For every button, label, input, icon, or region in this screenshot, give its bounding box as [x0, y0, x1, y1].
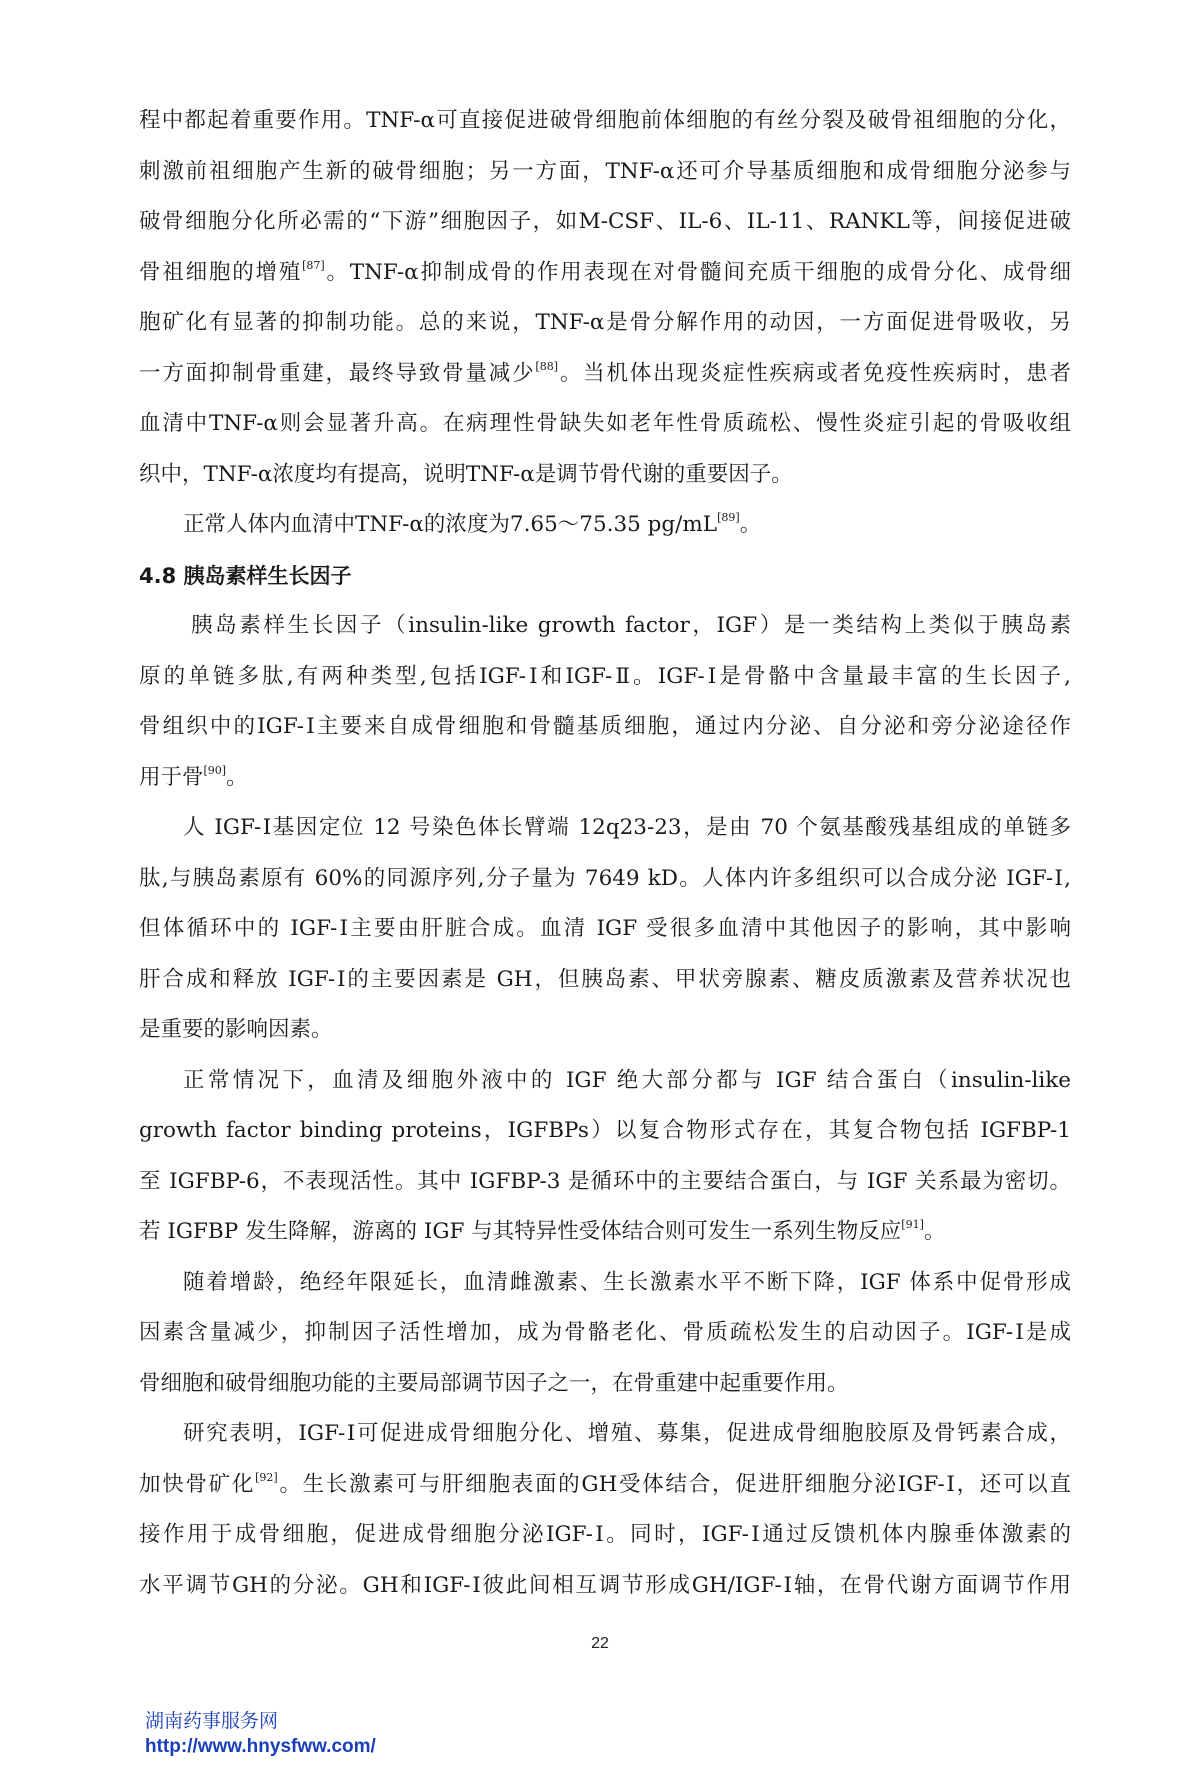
text-segment: 一方面抑制骨重建，最终导致骨量减少 [139, 360, 536, 386]
text-line [139, 753, 1071, 804]
text-line: 水平调节GH的分泌。GH和IGF-Ⅰ彼此间相互调节形成GH/IGF-Ⅰ轴，在骨代谢方面调节作用 [139, 1572, 1071, 1598]
text-segment: 用于骨 [139, 764, 204, 790]
text-line: 随着增龄，绝经年限延长，血清雌激素、生长激素水平不断下降，IGF 体系中促骨形成 [183, 1269, 1071, 1295]
text-line [139, 1207, 1071, 1258]
footer-site-name: 湖南药事服务网 [145, 1710, 279, 1732]
text-segment: 若 IGFBP 发生降解，游离的 IGF 与其特异性受体结合则可发生一系列生物反应 [139, 1219, 902, 1244]
text-line: 因素含量减少，抑制因子活性增加，成为骨骼老化、骨质疏松发生的启动因子。IGF-Ⅰ是成 [139, 1320, 1071, 1345]
text-segment: 。当机体出现炎症性疾病或者免疫性疾病时，患者 [558, 360, 1071, 386]
text-line: 程中都起着重要作用。TNF-α可直接促进破骨细胞前体细胞的有丝分裂及破骨祖细胞的分化， [139, 108, 1071, 133]
text-line: 骨组织中的IGF-Ⅰ主要来自成骨细胞和骨髓基质细胞，通过内分泌、自分泌和旁分泌途径作 [139, 714, 1071, 739]
text-line: 刺激前祖细胞产生新的破骨细胞；另一方面，TNF-α还可介导基质细胞和成骨细胞分泌参与 [139, 158, 1071, 184]
page-number: 22 [591, 1635, 609, 1652]
text-line: 是重要的影响因素。 [139, 1017, 333, 1042]
text-line: 接作用于成骨细胞，促进成骨细胞分泌IGF-Ⅰ。同时，IGF-Ⅰ通过反馈机体内腺垂体激素的 [139, 1522, 1071, 1547]
text-line: 至 IGFBP-6，不表现活性。其中 IGFBP-3 是循环中的主要结合蛋白，与 IGF 关系最为密切。 [139, 1168, 1071, 1194]
citation-ref: [91] [901, 1218, 924, 1231]
text-line: 胞矿化有显著的抑制功能。总的来说，TNF-α是骨分解作用的动因，一方面促进骨吸收，另 [139, 310, 1071, 335]
citation-ref: [90] [203, 763, 227, 777]
text-line: 胰岛素样生长因子（insulin-like growth factor，IGF）是一类结构上类似于胰岛素 [191, 613, 1071, 638]
site-footer [145, 1708, 376, 1760]
text-line: 破骨细胞分化所必需的“下游”细胞因子，如M-CSF、IL-6、IL-11、RANKL等，间接促进破 [139, 209, 1071, 234]
citation-ref: [92] [255, 1470, 278, 1484]
section-heading: 4.8 胰岛素样生长因子 [139, 563, 352, 588]
text-line: 血清中TNF-α则会显著升高。在病理性骨缺失如老年性骨质疏松、慢性炎症引起的骨吸收组 [139, 411, 1071, 436]
text-line: 肝合成和释放 IGF-Ⅰ的主要因素是 GH，但胰岛素、甲状旁腺素、糖皮质激素及营养状况也 [139, 966, 1071, 992]
text-line [139, 248, 1071, 299]
text-segment: 。 [226, 764, 248, 790]
text-line: 正常情况下，血清及细胞外液中的 IGF 绝大部分都与 IGF 结合蛋白（insulin-like [183, 1067, 1071, 1093]
text-segment: 。生长激素可与肝细胞表面的GH受体结合，促进肝细胞分泌IGF-Ⅰ，还可以直 [277, 1471, 1071, 1497]
text-segment: 。TNF-α抑制成骨的作用表现在对骨髓间充质干细胞的成骨分化、成骨细 [324, 259, 1071, 285]
text-line: 但体循环中的 IGF-Ⅰ主要由肝脏合成。血清 IGF 受很多血清中其他因子的影响，其中影响 [139, 916, 1071, 941]
footer-url-link[interactable]: http://www.hnysfww.com/ [145, 1736, 376, 1757]
citation-ref: [89] [717, 511, 740, 524]
text-line: 肽,与胰岛素原有 60%的同源序列,分子量为 7649 kD。人体内许多组织可以合成分泌 IGF-Ⅰ, [139, 865, 1071, 891]
text-line: 原的单链多肽,有两种类型,包括IGF-Ⅰ和IGF-Ⅱ。IGF-Ⅰ是骨骼中含量最丰富的生长因子, [139, 663, 1071, 689]
text-line: growth factor binding proteins，IGFBPs）以复合物形式存在，其复合物包括 IGFBP-1 [139, 1118, 1071, 1143]
text-line [139, 349, 1071, 400]
text-segment: 加快骨矿化 [139, 1471, 256, 1497]
text-line: 织中，TNF-α浓度均有提高，说明TNF-α是调节骨代谢的重要因子。 [139, 461, 793, 487]
text-line: 骨细胞和破骨细胞功能的主要局部调节因子之一，在骨重建中起重要作用。 [139, 1370, 849, 1396]
page-body [139, 96, 1071, 1611]
citation-ref: [87] [302, 258, 325, 272]
text-segment: 。 [739, 512, 762, 537]
text-segment: 骨祖细胞的增殖 [139, 259, 303, 285]
text-line: 人 IGF-Ⅰ基因定位 12 号染色体长臂端 12q23-23，是由 70 个氨基酸残基组成的单链多 [183, 815, 1071, 840]
text-line [139, 1460, 1071, 1511]
text-line [139, 500, 1071, 551]
citation-ref: [88] [535, 359, 558, 373]
text-segment: 正常人体内血清中TNF-α的浓度为7.65～75.35 pg/mL [183, 512, 718, 537]
text-line: 研究表明，IGF-Ⅰ可促进成骨细胞分化、增殖、募集，促进成骨细胞胶原及骨钙素合成， [183, 1421, 1071, 1446]
text-segment: 。 [923, 1219, 946, 1244]
